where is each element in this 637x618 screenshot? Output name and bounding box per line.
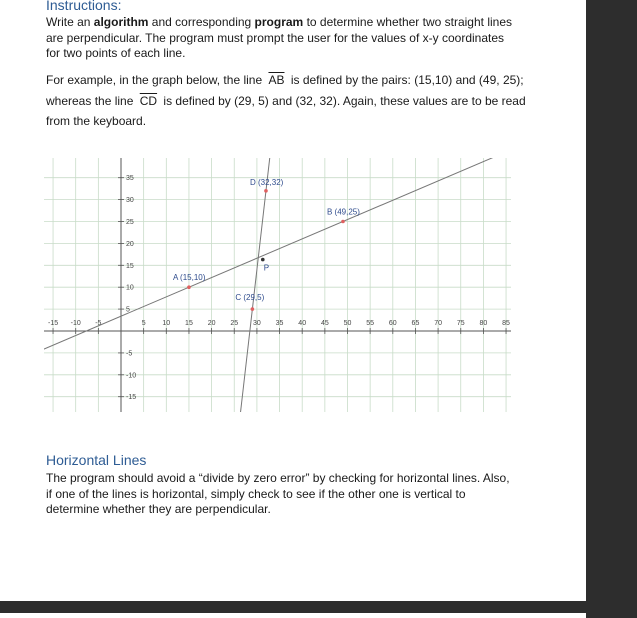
instructions-heading: Instructions: (46, 0, 122, 13)
horizontal-lines-heading: Horizontal Lines (46, 452, 147, 468)
p2-text-a: For example, in the graph below, the line (46, 73, 266, 87)
point-d (264, 189, 268, 193)
y-tick-label: -5 (126, 350, 133, 358)
point-b (341, 220, 345, 224)
x-tick-label: 60 (388, 320, 397, 327)
x-tick-label: 15 (185, 320, 193, 327)
point-c (251, 307, 255, 311)
point-label-a: A (15,10) (172, 273, 206, 283)
x-tick-label: 30 (253, 320, 261, 327)
y-tick-label: 35 (126, 175, 134, 183)
y-tick-label: 5 (126, 306, 130, 314)
coordinate-graph (44, 158, 511, 412)
right-dark-panel (586, 0, 637, 618)
instructions-paragraph (46, 15, 521, 62)
graph-grid (44, 158, 511, 412)
x-tick-label: 20 (207, 320, 216, 327)
x-tick-label: 35 (275, 320, 284, 327)
x-tick-label: 70 (434, 320, 442, 327)
x-tick-label: 65 (411, 320, 420, 327)
point-label-c: C (29,5) (235, 293, 265, 303)
example-paragraph (46, 70, 526, 132)
p1-text-a: Write an (46, 15, 94, 29)
x-tick-label: 40 (298, 320, 307, 327)
x-tick-label: 85 (502, 320, 510, 327)
graph-background (44, 158, 511, 412)
x-tick-label: -10 (70, 320, 81, 327)
point-p (261, 258, 265, 262)
point-a (187, 285, 191, 289)
bottom-white-strip (0, 613, 586, 618)
y-tick-label: -10 (126, 372, 137, 380)
p1-text-e: to determine whether two straight lines are perpendicular. The program must prompt the user for the values of x-y coordinates for two points of each line. (46, 15, 513, 60)
x-tick-label: 50 (343, 320, 352, 327)
point-label-b: B (49,25) (326, 207, 360, 217)
horizontal-lines-paragraph: The program should avoid a “divide by zero error” by checking for horizontal lines. Also, if one of the lines is horizontal, simply check to see if the other one is vertical to determine whether they are perpendicular. (46, 471, 510, 516)
x-tick-label: 80 (479, 320, 488, 327)
y-tick-label: 25 (126, 219, 134, 226)
p1-bold-algorithm: algorithm (93, 15, 149, 29)
y-tick-label: -15 (126, 394, 137, 402)
p1-bold-program: program (254, 15, 304, 29)
x-tick-label: 5 (141, 320, 146, 327)
line-ab-notation: $\overline{AB}$ (268, 73, 285, 87)
x-tick-label: 25 (230, 320, 239, 327)
y-tick-label: 10 (126, 284, 134, 292)
x-tick-label: 45 (320, 320, 329, 327)
y-tick-label: 30 (126, 197, 134, 205)
point-label-d: D (32,32) (249, 177, 284, 187)
x-tick-label: 75 (456, 320, 465, 327)
y-tick-label: 20 (126, 240, 134, 248)
point-label-p: P (263, 263, 270, 273)
x-tick-label: -15 (47, 320, 59, 327)
x-tick-label: -5 (95, 320, 102, 327)
bottom-dark-bar (0, 601, 586, 613)
x-tick-label: 55 (366, 320, 375, 327)
line-cd-notation: $\overline{CD}$ (139, 93, 158, 108)
y-tick-label: 15 (126, 262, 134, 270)
p2-text-b: is defined by the pairs: (15,10) and (49, 25); whereas the line (46, 73, 524, 108)
p2-text-c: is defined by (29, 5) and (32, 32). Again, these values are to be read from the keyboard. (46, 93, 526, 128)
x-tick-label: 10 (162, 320, 171, 327)
p1-text-c: and corresponding (148, 15, 255, 29)
